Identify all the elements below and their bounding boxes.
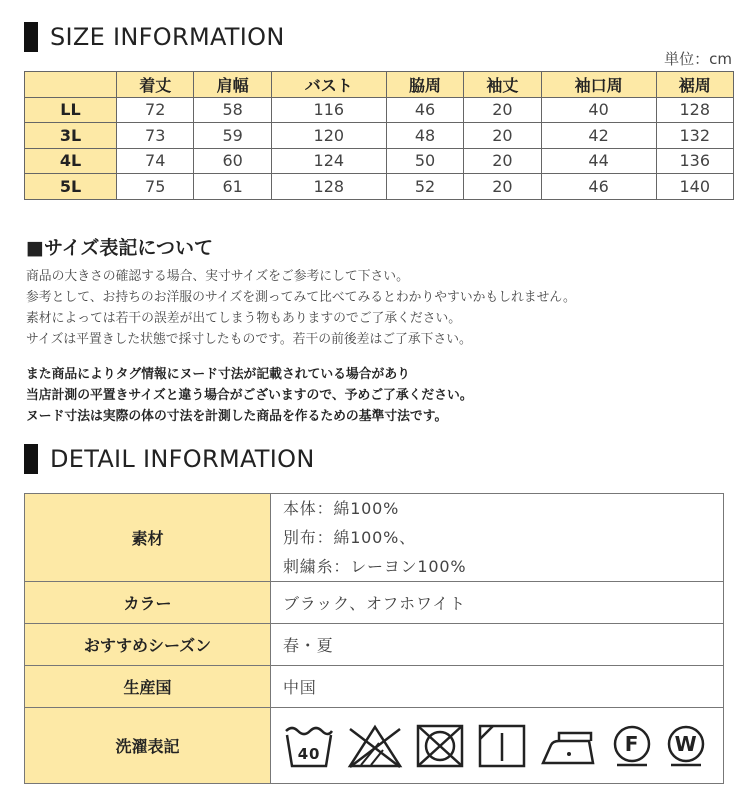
size-notes-heading: ■サイズ表記について [26, 237, 214, 259]
size-value: 61 [194, 174, 271, 200]
size-section-header [24, 22, 285, 52]
size-value: 40 [541, 97, 656, 123]
detail-row-material [25, 494, 724, 582]
care-value [271, 708, 724, 784]
size-value: 124 [271, 148, 386, 174]
size-header-cell: 着丈 [117, 72, 194, 98]
detail-row-color [25, 582, 724, 624]
bold-note-line: 当店計測の平置きサイズと違う場合がございますので、予めご了承ください。 [26, 388, 473, 403]
size-value: 20 [464, 174, 541, 200]
size-value: 128 [656, 97, 733, 123]
size-value: 50 [386, 148, 463, 174]
size-header-cell: 脇周 [386, 72, 463, 98]
color-label: カラー [25, 582, 271, 624]
line-dry-shade-icon [477, 723, 527, 769]
table-row [25, 123, 734, 149]
size-notes-bold [26, 364, 473, 427]
detail-row-origin [25, 666, 724, 708]
size-label: 4L [25, 148, 117, 174]
detail-section-title: DETAIL INFORMATION [50, 445, 315, 473]
size-value: 128 [271, 174, 386, 200]
size-table-corner [25, 72, 117, 98]
season-label: おすすめシーズン [25, 624, 271, 666]
size-value: 20 [464, 123, 541, 149]
material-label: 素材 [25, 494, 271, 582]
size-value: 42 [541, 123, 656, 149]
detail-section-header [24, 444, 315, 474]
size-value: 132 [656, 123, 733, 149]
no-tumble-dry-icon [415, 723, 465, 769]
detail-row-care [25, 708, 724, 784]
wash-40-icon [283, 723, 335, 769]
size-notes [26, 266, 576, 350]
note-line: サイズは平置きした状態で採寸したものです。若干の前後差はご了承下さい。 [26, 332, 472, 347]
size-value: 75 [117, 174, 194, 200]
detail-table [24, 493, 724, 784]
bold-note-line: また商品によりタグ情報にヌード寸法が記載されている場合があり [26, 367, 410, 382]
size-value: 46 [386, 97, 463, 123]
origin-value: 中国 [271, 666, 724, 708]
color-value: ブラック、オフホワイト [271, 582, 724, 624]
size-value: 136 [656, 148, 733, 174]
size-value: 116 [271, 97, 386, 123]
size-section-title: SIZE INFORMATION [50, 23, 285, 51]
size-value: 72 [117, 97, 194, 123]
wash-temp: 40 [297, 744, 321, 763]
note-line: 素材によっては若干の誤差が出てしまう物もありますのでご了承ください。 [26, 311, 462, 326]
size-value: 73 [117, 123, 194, 149]
origin-label: 生産国 [25, 666, 271, 708]
no-bleach-icon [347, 723, 403, 769]
dry-clean-letter-f: F [624, 731, 640, 756]
size-header-cell: 袖丈 [464, 72, 541, 98]
material-line: 本体：綿100% [283, 499, 400, 518]
iron-icon [539, 723, 599, 769]
note-line: 参考として、お持ちのお洋服のサイズを測ってみて比べてみるとわかりやすいかもしれません。 [26, 290, 576, 305]
dry-clean-f-icon [611, 723, 653, 769]
note-line: 商品の大きさの確認する場合、実寸サイズをご参考にして下さい。 [26, 269, 409, 284]
wet-clean-letter-w: W [674, 731, 698, 756]
size-label: 5L [25, 174, 117, 200]
size-value: 59 [194, 123, 271, 149]
size-header-cell: 裾周 [656, 72, 733, 98]
size-header-cell: バスト [271, 72, 386, 98]
size-value: 44 [541, 148, 656, 174]
detail-row-season [25, 624, 724, 666]
section-bar [24, 444, 38, 474]
care-label: 洗濯表記 [25, 708, 271, 784]
size-label: 3L [25, 123, 117, 149]
size-value: 48 [386, 123, 463, 149]
section-bar [24, 22, 38, 52]
size-value: 46 [541, 174, 656, 200]
season-value: 春・夏 [271, 624, 724, 666]
size-value: 120 [271, 123, 386, 149]
size-header-cell: 袖口周 [541, 72, 656, 98]
material-line: 刺繍糸：レーヨン100% [283, 557, 467, 576]
size-label: LL [25, 97, 117, 123]
size-value: 52 [386, 174, 463, 200]
table-row [25, 148, 734, 174]
material-value [271, 494, 724, 582]
size-value: 140 [656, 174, 733, 200]
bold-note-line: ヌード寸法は実際の体の寸法を計測した商品を作るための基準寸法です。 [26, 409, 448, 424]
unit-label: 単位：cm [664, 50, 732, 68]
table-row [25, 174, 734, 200]
care-icons [283, 709, 723, 783]
size-table-header-row [25, 72, 734, 98]
wet-clean-w-icon [665, 723, 707, 769]
size-value: 60 [194, 148, 271, 174]
size-value: 74 [117, 148, 194, 174]
size-value: 20 [464, 97, 541, 123]
size-value: 20 [464, 148, 541, 174]
size-header-cell: 肩幅 [194, 72, 271, 98]
material-line: 別布：綿100%、 [283, 528, 416, 547]
size-table [24, 71, 734, 200]
table-row [25, 97, 734, 123]
size-value: 58 [194, 97, 271, 123]
